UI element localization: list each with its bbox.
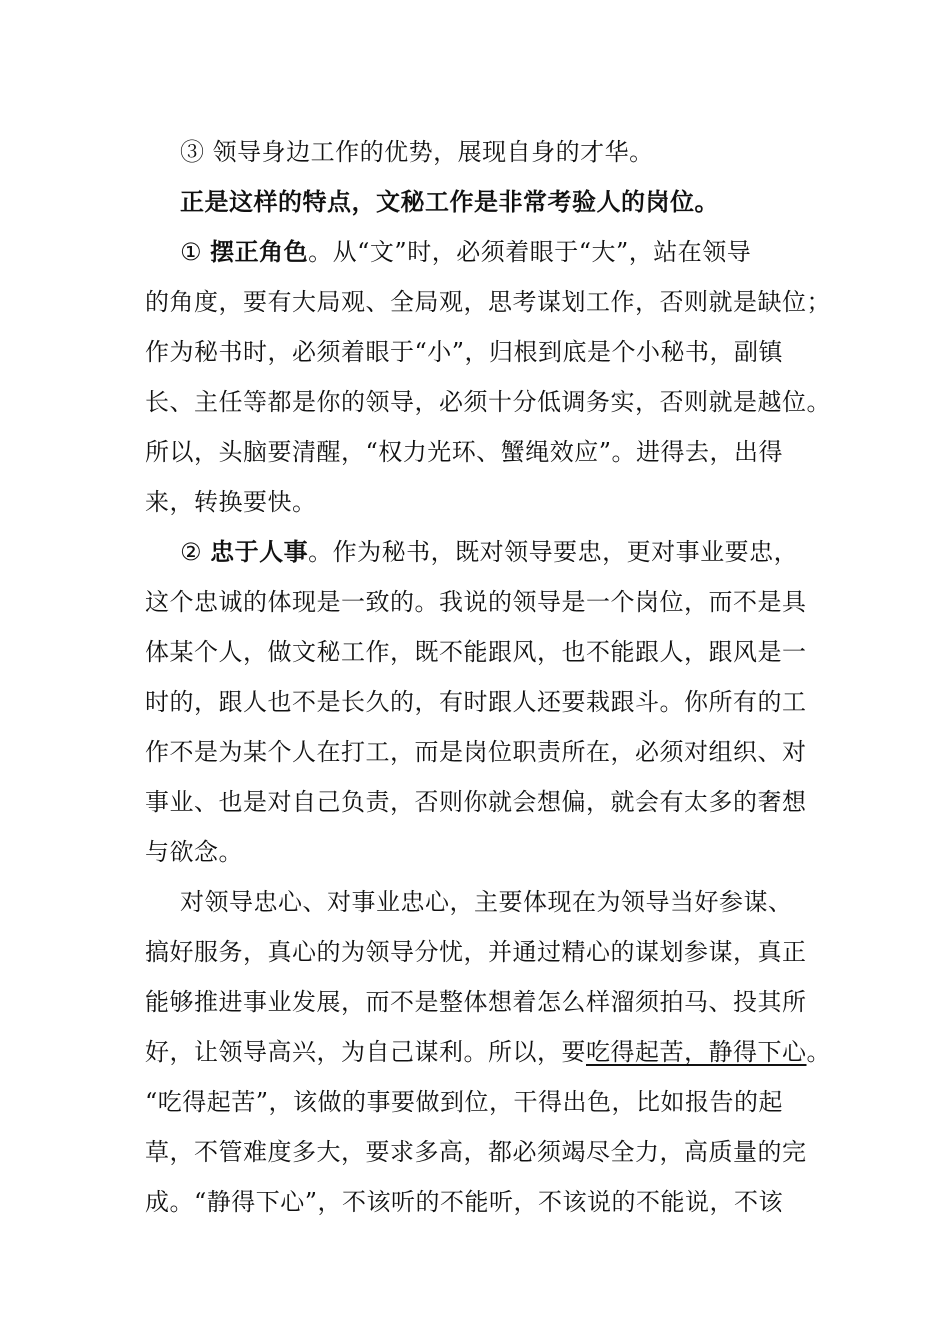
item-text: 。从“文”时，必须着眼于“大”，站在领导 — [308, 238, 752, 266]
paragraph-line: 长、主任等都是你的领导，必须十分低调务实，否则就是越位。 — [145, 388, 831, 416]
paragraph-line: 来，转换要快。 — [145, 488, 317, 516]
paragraph-line — [145, 1037, 831, 1067]
list-marker: ② — [180, 538, 211, 566]
paragraph-line: 搞好服务，真心的为领导分忧，并通过精心的谋划参谋，真正 — [145, 938, 807, 966]
paragraph-line: 草，不管难度多大，要求多高，都必须竭尽全力，高质量的完 — [145, 1138, 807, 1166]
paragraph-line — [180, 537, 860, 567]
paragraph-line: 对领导忠心、对事业忠心，主要体现在为领导当好参谋、 — [180, 888, 793, 916]
section-heading: 正是这样的特点，文秘工作是非常考验人的岗位。 — [180, 187, 719, 216]
line-text: 好，让领导高兴，为自己谋利。所以，要 — [145, 1038, 586, 1066]
paragraph-line: 事业、也是对自己负责，否则你就会想偏，就会有太多的奢想 — [145, 788, 807, 816]
paragraph-line — [180, 237, 860, 267]
paragraph-line: 成。“静得下心”，不该听的不能听，不该说的不能说，不该 — [145, 1188, 784, 1216]
paragraph-line: 时的，跟人也不是长久的，有时跟人还要栽跟斗。你所有的工 — [145, 688, 807, 716]
paragraph-line: 所以，头脑要清醒，“权力光环、蟹绳效应”。进得去，出得 — [145, 438, 784, 466]
paragraph-line: 体某个人，做文秘工作，既不能跟风，也不能跟人，跟风是一 — [145, 638, 807, 666]
item-title: 摆正角色 — [210, 237, 309, 266]
line-text: 。 — [806, 1038, 831, 1066]
paragraph-line: 与欲念。 — [145, 838, 243, 866]
item-text: 。作为秘书，既对领导要忠，更对事业要忠， — [308, 538, 799, 566]
paragraph-line: 的角度，要有大局观、全局观，思考谋划工作，否则就是缺位； — [145, 288, 831, 316]
paragraph-line: 这个忠诚的体现是一致的。我说的领导是一个岗位，而不是具 — [145, 588, 807, 616]
paragraph-line: 作不是为某个人在打工，而是岗位职责所在，必须对组织、对 — [145, 738, 807, 766]
item-title: 忠于人事 — [210, 537, 309, 566]
paragraph-line: 作为秘书时，必须着眼于“小”，归根到底是个小秘书，副镇 — [145, 338, 784, 366]
paragraph-line: “吃得起苦”，该做的事要做到位，干得出色，比如报告的起 — [145, 1088, 784, 1116]
underlined-phrase: 吃得起苦，静得下心 — [586, 1038, 807, 1066]
paragraph-line: 能够推进事业发展，而不是整体想着怎么样溜须拍马、投其所 — [145, 988, 807, 1016]
paragraph-line: ③ 领导身边工作的优势，展现自身的才华。 — [180, 138, 654, 166]
list-marker: ① — [180, 238, 211, 266]
